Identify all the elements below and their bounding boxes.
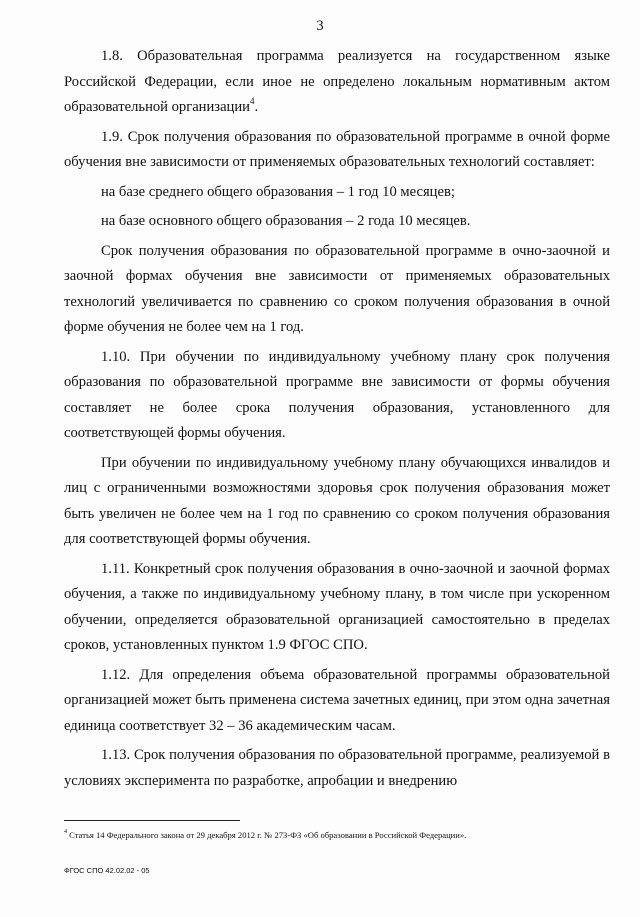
- footnote-reference[interactable]: 4: [249, 96, 255, 107]
- footnote-marker: 4: [64, 829, 67, 836]
- paragraph-1-8: [64, 44, 610, 121]
- paragraph-term-secondary: на базе среднего общего образования – 1 год 10 месяцев;: [101, 183, 455, 200]
- footnote-divider: [64, 820, 240, 821]
- page-number: 3: [316, 18, 324, 34]
- paragraph-1-9: 1.9. Срок получения образования по образовательной программе в очной форме обучения вне зависимости от применяемых образовательных технологий составляет:: [64, 128, 610, 170]
- footnote-text: Статья 14 Федерального закона от 29 декабря 2012 г. № 273-ФЗ «Об образовании в Российской Федерации».: [67, 830, 467, 840]
- paragraph-1-11: 1.11. Конкретный срок получения образования в очно-заочной и заочной формах обучения, а также по индивидуальному учебному плану, в том числе при ускоренном обучении, определяется образовательной организацией самостоятельно в пределах сроков, установленных пунктом 1.9 ФГОС СПО.: [64, 560, 610, 653]
- paragraph-part-time: Срок получения образования по образовательной программе в очно-заочной и заочной формах обучения вне зависимости от применяемых образовательных технологий увеличивается по сравнению со сроком получения образования в очной форме обучения не более чем на 1 год.: [64, 242, 610, 335]
- paragraph-tail: .: [254, 99, 259, 115]
- paragraph-text: 1.8. Образовательная программа реализуется на государственном языке Российской Федерации, если иное не определено локальным нормативным актом образовательной организации: [64, 48, 610, 115]
- paragraph-1-10: 1.10. При обучении по индивидуальному учебному плану срок получения образования по образовательной программе вне зависимости от формы обучения составляет не более срока получения образования, установленного для соответствующей формы обучения.: [64, 348, 610, 441]
- paragraph-disabled: При обучении по индивидуальному учебному плану обучающихся инвалидов и лиц с ограниченными возможностями здоровья срок получения образования может быть увеличен не более чем на 1 год по сравнению со сроком получения образования для соответствующей формы обучения.: [64, 454, 610, 547]
- document-code: ФГОС СПО 42.02.02 - 05: [64, 866, 150, 875]
- paragraph-1-13: 1.13. Срок получения образования по образовательной программе, реализуемой в условиях эксперимента по разработке, апробации и внедрению: [64, 747, 610, 789]
- paragraph-term-basic: на базе основного общего образования – 2 года 10 месяцев.: [101, 213, 471, 229]
- paragraph-1-12: 1.12. Для определения объема образовательной программы образовательной организацией может быть применена система зачетных единиц, при этом одна зачетная единица соответствует 32 – 36 академическим часам.: [64, 666, 610, 734]
- document-body: [64, 44, 610, 794]
- footnote: [64, 829, 624, 841]
